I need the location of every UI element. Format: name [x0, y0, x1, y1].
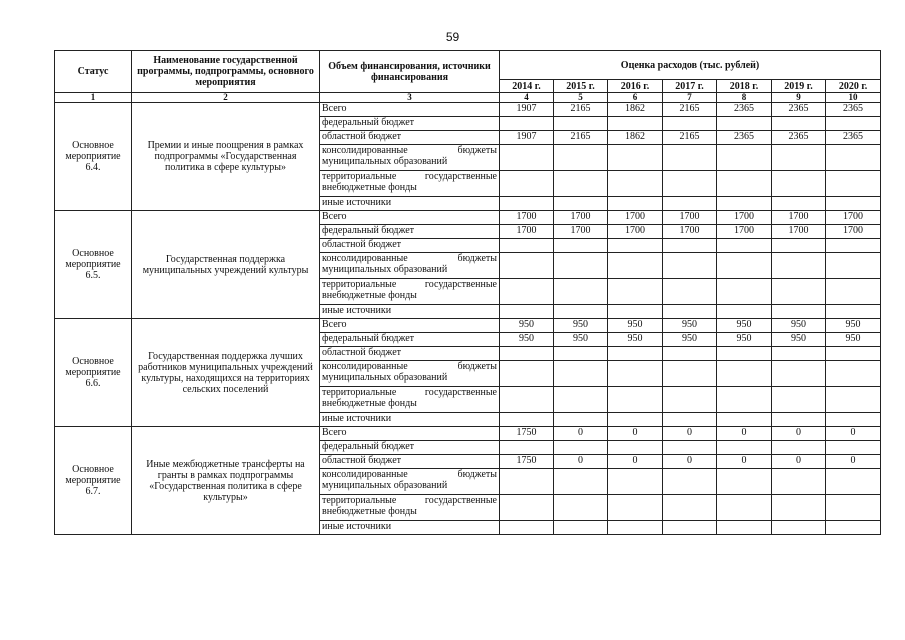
value-cell — [608, 253, 663, 279]
column-number: 7 — [663, 93, 717, 103]
value-cell: 2165 — [554, 103, 608, 117]
value-cell — [772, 361, 826, 387]
value-cell: 2365 — [717, 103, 772, 117]
value-cell — [608, 145, 663, 171]
value-cell: 950 — [608, 319, 663, 333]
column-number: 6 — [608, 93, 663, 103]
value-cell: 1700 — [500, 211, 554, 225]
value-cell: 0 — [663, 455, 717, 469]
funding-source-cell: Всего — [320, 103, 500, 117]
funding-source-cell: Всего — [320, 427, 500, 441]
header-estimate: Оценка расходов (тыс. рублей) — [500, 51, 881, 80]
header-year: 2016 г. — [608, 80, 663, 93]
value-cell: 950 — [500, 333, 554, 347]
value-cell: 0 — [554, 427, 608, 441]
value-cell — [663, 171, 717, 197]
funding-source-cell: консолидированные бюджеты муниципальных образований — [320, 253, 500, 279]
value-cell — [772, 145, 826, 171]
value-cell — [772, 117, 826, 131]
value-cell — [826, 171, 881, 197]
value-cell — [772, 387, 826, 413]
header-year: 2020 г. — [826, 80, 881, 93]
status-cell: Основное мероприятие 6.7. — [55, 427, 132, 535]
value-cell — [826, 441, 881, 455]
value-cell: 2365 — [772, 131, 826, 145]
value-cell: 1700 — [554, 225, 608, 239]
header-status: Статус — [55, 51, 132, 93]
value-cell — [826, 469, 881, 495]
value-cell: 950 — [772, 333, 826, 347]
value-cell — [500, 347, 554, 361]
value-cell — [500, 239, 554, 253]
value-cell: 1700 — [826, 225, 881, 239]
table-row — [55, 319, 881, 333]
value-cell — [500, 305, 554, 319]
funding-source-cell: областной бюджет — [320, 239, 500, 253]
value-cell — [663, 145, 717, 171]
value-cell — [772, 239, 826, 253]
funding-source-cell: Всего — [320, 211, 500, 225]
value-cell — [500, 361, 554, 387]
value-cell — [772, 253, 826, 279]
value-cell: 950 — [826, 319, 881, 333]
value-cell: 950 — [554, 319, 608, 333]
value-cell — [554, 279, 608, 305]
value-cell: 1700 — [554, 211, 608, 225]
funding-source-cell: консолидированные бюджеты муниципальных образований — [320, 469, 500, 495]
value-cell — [554, 495, 608, 521]
program-name-cell: Государственная поддержка муниципальных учреждений культуры — [132, 211, 320, 319]
value-cell: 2365 — [717, 131, 772, 145]
value-cell — [772, 495, 826, 521]
header-year: 2017 г. — [663, 80, 717, 93]
funding-source-cell: территориальные государственные внебюджетные фонды — [320, 279, 500, 305]
value-cell: 0 — [772, 427, 826, 441]
value-cell — [500, 413, 554, 427]
value-cell — [826, 117, 881, 131]
column-number: 10 — [826, 93, 881, 103]
value-cell — [554, 197, 608, 211]
value-cell — [717, 495, 772, 521]
header-name: Наименование государственной программы, подпрограммы, основного мероприятия — [132, 51, 320, 93]
value-cell: 0 — [608, 427, 663, 441]
value-cell — [663, 469, 717, 495]
header-year: 2018 г. — [717, 80, 772, 93]
value-cell — [608, 171, 663, 197]
value-cell — [663, 279, 717, 305]
value-cell — [663, 361, 717, 387]
value-cell — [663, 239, 717, 253]
value-cell — [717, 347, 772, 361]
value-cell — [554, 413, 608, 427]
column-number: 9 — [772, 93, 826, 103]
value-cell — [717, 441, 772, 455]
header-year: 2015 г. — [554, 80, 608, 93]
header-funding: Объем финансирования, источники финансирования — [320, 51, 500, 93]
table-body — [55, 103, 881, 535]
value-cell — [663, 253, 717, 279]
value-cell: 1700 — [717, 211, 772, 225]
status-cell: Основное мероприятие 6.4. — [55, 103, 132, 211]
value-cell: 950 — [608, 333, 663, 347]
funding-source-cell: федеральный бюджет — [320, 225, 500, 239]
value-cell: 0 — [554, 455, 608, 469]
program-name-cell: Государственная поддержка лучших работников муниципальных учреждений культуры, находящихся на территориях сельских поселений — [132, 319, 320, 427]
value-cell — [826, 347, 881, 361]
value-cell — [608, 387, 663, 413]
value-cell — [608, 197, 663, 211]
table-row — [55, 211, 881, 225]
value-cell — [500, 171, 554, 197]
value-cell — [772, 197, 826, 211]
value-cell — [500, 387, 554, 413]
value-cell — [663, 413, 717, 427]
value-cell — [608, 361, 663, 387]
header-year: 2019 г. — [772, 80, 826, 93]
value-cell: 1750 — [500, 455, 554, 469]
value-cell — [826, 521, 881, 535]
value-cell — [717, 253, 772, 279]
value-cell — [554, 145, 608, 171]
program-name-cell: Иные межбюджетные трансферты на гранты в рамках подпрограммы «Государственная политика в сфере культуры» — [132, 427, 320, 535]
page-number: 59 — [445, 30, 460, 44]
value-cell: 1907 — [500, 103, 554, 117]
value-cell — [663, 521, 717, 535]
value-cell — [717, 117, 772, 131]
value-cell — [608, 495, 663, 521]
value-cell — [772, 171, 826, 197]
value-cell — [608, 305, 663, 319]
value-cell: 1700 — [772, 225, 826, 239]
funding-source-cell: Всего — [320, 319, 500, 333]
column-number: 5 — [554, 93, 608, 103]
value-cell: 1700 — [663, 211, 717, 225]
value-cell — [663, 305, 717, 319]
value-cell — [554, 347, 608, 361]
value-cell — [717, 279, 772, 305]
value-cell — [826, 495, 881, 521]
value-cell — [772, 305, 826, 319]
value-cell — [554, 117, 608, 131]
value-cell — [717, 387, 772, 413]
value-cell — [717, 171, 772, 197]
column-number: 1 — [55, 93, 132, 103]
value-cell: 2365 — [826, 103, 881, 117]
value-cell — [500, 279, 554, 305]
value-cell — [772, 413, 826, 427]
value-cell — [608, 441, 663, 455]
value-cell — [554, 171, 608, 197]
value-cell — [717, 305, 772, 319]
value-cell: 1750 — [500, 427, 554, 441]
value-cell: 950 — [500, 319, 554, 333]
value-cell: 2165 — [663, 103, 717, 117]
value-cell — [826, 239, 881, 253]
funding-source-cell: иные источники — [320, 197, 500, 211]
value-cell — [608, 413, 663, 427]
value-cell — [608, 117, 663, 131]
value-cell — [663, 197, 717, 211]
header-year: 2014 г. — [500, 80, 554, 93]
value-cell: 0 — [772, 455, 826, 469]
value-cell — [826, 279, 881, 305]
funding-source-cell: областной бюджет — [320, 455, 500, 469]
value-cell — [772, 441, 826, 455]
funding-source-cell: федеральный бюджет — [320, 441, 500, 455]
value-cell: 1700 — [826, 211, 881, 225]
funding-source-cell: иные источники — [320, 305, 500, 319]
funding-source-cell: областной бюджет — [320, 131, 500, 145]
funding-source-cell: областной бюджет — [320, 347, 500, 361]
column-number: 2 — [132, 93, 320, 103]
value-cell — [500, 117, 554, 131]
value-cell: 0 — [608, 455, 663, 469]
value-cell: 1862 — [608, 131, 663, 145]
value-cell — [500, 197, 554, 211]
value-cell — [717, 145, 772, 171]
value-cell: 1700 — [772, 211, 826, 225]
value-cell: 1862 — [608, 103, 663, 117]
value-cell: 0 — [717, 455, 772, 469]
value-cell — [500, 521, 554, 535]
value-cell — [717, 521, 772, 535]
value-cell — [500, 495, 554, 521]
value-cell: 0 — [826, 427, 881, 441]
value-cell: 950 — [717, 333, 772, 347]
value-cell — [608, 521, 663, 535]
value-cell — [554, 441, 608, 455]
value-cell — [717, 239, 772, 253]
value-cell — [663, 495, 717, 521]
value-cell — [608, 469, 663, 495]
funding-source-cell: территориальные государственные внебюджетные фонды — [320, 171, 500, 197]
table-row — [55, 103, 881, 117]
value-cell: 0 — [663, 427, 717, 441]
value-cell: 950 — [554, 333, 608, 347]
value-cell: 1700 — [663, 225, 717, 239]
table-row — [55, 427, 881, 441]
value-cell: 2165 — [663, 131, 717, 145]
value-cell — [500, 145, 554, 171]
value-cell — [826, 361, 881, 387]
value-cell — [500, 469, 554, 495]
value-cell — [663, 387, 717, 413]
status-cell: Основное мероприятие 6.5. — [55, 211, 132, 319]
funding-source-cell: иные источники — [320, 413, 500, 427]
value-cell — [608, 347, 663, 361]
funding-source-cell: федеральный бюджет — [320, 333, 500, 347]
column-number: 8 — [717, 93, 772, 103]
value-cell — [826, 145, 881, 171]
value-cell: 2365 — [826, 131, 881, 145]
value-cell — [663, 117, 717, 131]
value-cell: 2165 — [554, 131, 608, 145]
program-name-cell: Премии и иные поощрения в рамках подпрограммы «Государственная политика в сфере культуры» — [132, 103, 320, 211]
value-cell: 0 — [717, 427, 772, 441]
value-cell — [663, 347, 717, 361]
value-cell — [772, 347, 826, 361]
status-cell: Основное мероприятие 6.6. — [55, 319, 132, 427]
value-cell — [500, 253, 554, 279]
column-number: 3 — [320, 93, 500, 103]
value-cell: 1907 — [500, 131, 554, 145]
funding-source-cell: территориальные государственные внебюджетные фонды — [320, 387, 500, 413]
value-cell: 1700 — [608, 211, 663, 225]
value-cell — [717, 197, 772, 211]
budget-table — [54, 50, 881, 535]
funding-source-cell: территориальные государственные внебюджетные фонды — [320, 495, 500, 521]
value-cell: 0 — [826, 455, 881, 469]
value-cell: 1700 — [717, 225, 772, 239]
value-cell — [826, 253, 881, 279]
value-cell — [772, 469, 826, 495]
value-cell — [554, 253, 608, 279]
funding-source-cell: федеральный бюджет — [320, 117, 500, 131]
value-cell: 950 — [663, 333, 717, 347]
value-cell — [554, 469, 608, 495]
value-cell: 950 — [772, 319, 826, 333]
value-cell — [717, 413, 772, 427]
value-cell: 950 — [717, 319, 772, 333]
value-cell: 1700 — [500, 225, 554, 239]
value-cell: 2365 — [772, 103, 826, 117]
column-number: 4 — [500, 93, 554, 103]
value-cell — [554, 387, 608, 413]
value-cell — [772, 521, 826, 535]
value-cell — [717, 469, 772, 495]
funding-source-cell: консолидированные бюджеты муниципальных образований — [320, 145, 500, 171]
value-cell: 950 — [826, 333, 881, 347]
value-cell: 1700 — [608, 225, 663, 239]
value-cell — [826, 305, 881, 319]
funding-source-cell: консолидированные бюджеты муниципальных образований — [320, 361, 500, 387]
value-cell — [554, 239, 608, 253]
value-cell — [717, 361, 772, 387]
value-cell — [554, 361, 608, 387]
value-cell — [554, 521, 608, 535]
value-cell — [826, 197, 881, 211]
value-cell — [608, 239, 663, 253]
value-cell — [608, 279, 663, 305]
value-cell — [772, 279, 826, 305]
funding-source-cell: иные источники — [320, 521, 500, 535]
value-cell — [663, 441, 717, 455]
value-cell — [554, 305, 608, 319]
value-cell — [826, 387, 881, 413]
value-cell: 950 — [663, 319, 717, 333]
value-cell — [826, 413, 881, 427]
value-cell — [500, 441, 554, 455]
